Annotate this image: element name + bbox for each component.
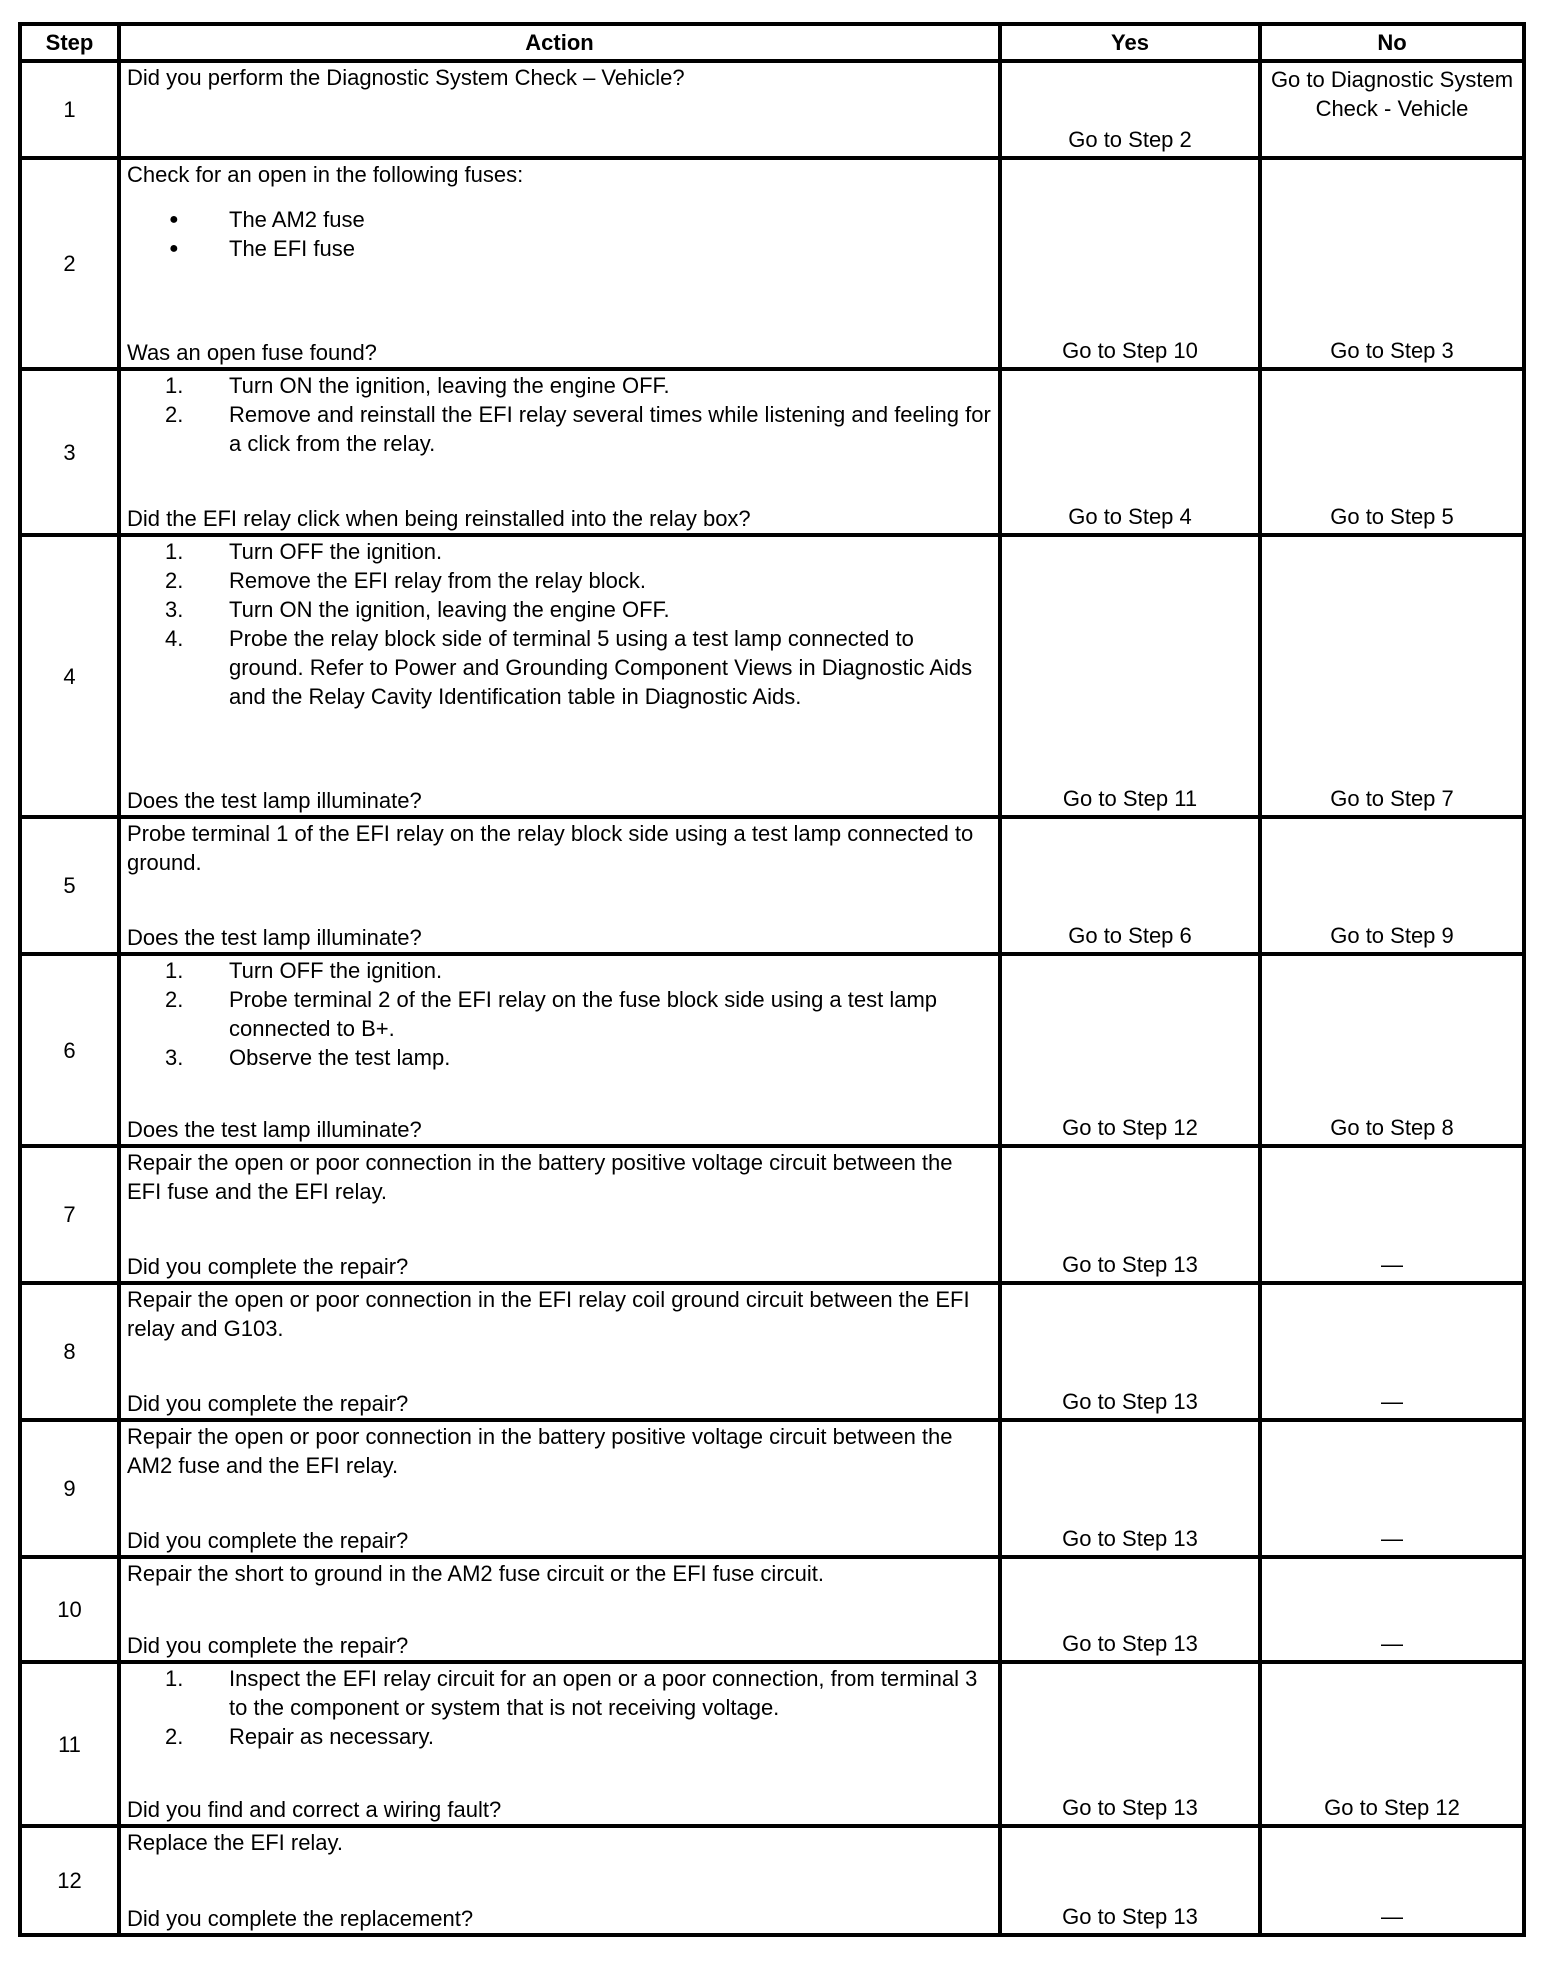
yes-result: Go to Step 6 xyxy=(1000,817,1260,954)
action-content xyxy=(127,371,992,533)
table-row xyxy=(20,1662,1524,1826)
table-row xyxy=(20,1420,1524,1557)
list-number: 2. xyxy=(165,987,184,1012)
list-item-text: Inspect the EFI relay circuit for an open or a poor connection, from terminal 3 to the component or system that is not receiving voltage. xyxy=(229,1666,978,1720)
action-instructions xyxy=(127,1285,992,1343)
no-result: Go to Diagnostic System Check - Vehicle xyxy=(1260,61,1524,158)
action-cell xyxy=(119,369,1000,535)
step-number: 8 xyxy=(20,1283,119,1420)
header-no: No xyxy=(1260,24,1524,61)
action-intro: Did you perform the Diagnostic System Check – Vehicle? xyxy=(127,65,685,90)
action-question: Did you complete the repair? xyxy=(127,1633,409,1658)
action-cell xyxy=(119,535,1000,817)
no-result: Go to Step 8 xyxy=(1260,954,1524,1146)
action-cell xyxy=(119,1557,1000,1662)
step-number: 3 xyxy=(20,369,119,535)
action-content xyxy=(127,537,992,815)
bullet-icon: ● xyxy=(169,240,179,257)
no-result-none: — xyxy=(1260,1557,1524,1662)
list-number: 2. xyxy=(165,402,184,427)
step-number: 9 xyxy=(20,1420,119,1557)
list-item-text: The EFI fuse xyxy=(229,236,355,261)
yes-result: Go to Step 13 xyxy=(1000,1146,1260,1283)
action-content xyxy=(127,1559,992,1660)
action-cell xyxy=(119,1146,1000,1283)
list-item xyxy=(127,537,992,566)
action-question: Does the test lamp illuminate? xyxy=(127,1117,422,1142)
list-number: 4. xyxy=(165,626,184,651)
action-cell xyxy=(119,1283,1000,1420)
action-question: Did you complete the repair? xyxy=(127,1528,409,1553)
action-instructions xyxy=(127,1828,992,1857)
list-number: 1. xyxy=(165,958,184,983)
action-intro: Check for an open in the following fuses: xyxy=(127,162,524,187)
yes-result: Go to Step 11 xyxy=(1000,535,1260,817)
numbered-list xyxy=(127,537,992,711)
list-item xyxy=(127,624,992,711)
list-item xyxy=(127,234,992,263)
action-instructions xyxy=(127,537,992,711)
header-action: Action xyxy=(119,24,1000,61)
yes-result: Go to Step 4 xyxy=(1000,369,1260,535)
list-item-text: Turn ON the ignition, leaving the engine OFF. xyxy=(229,597,670,622)
yes-result: Go to Step 2 xyxy=(1000,61,1260,158)
action-instructions xyxy=(127,956,992,1072)
action-instructions xyxy=(127,371,992,458)
action-intro: Replace the EFI relay. xyxy=(127,1830,344,1855)
no-result: Go to Step 5 xyxy=(1260,369,1524,535)
no-result: Go to Step 12 xyxy=(1260,1662,1524,1826)
action-question: Did you find and correct a wiring fault? xyxy=(127,1797,502,1822)
list-item xyxy=(127,985,992,1043)
no-result-none: — xyxy=(1260,1420,1524,1557)
header-row xyxy=(20,24,1524,61)
action-intro: Probe terminal 1 of the EFI relay on the relay block side using a test lamp connected to ground. xyxy=(127,821,974,875)
list-item-text: Remove and reinstall the EFI relay several times while listening and feeling for a click from the relay. xyxy=(229,402,991,456)
table-row xyxy=(20,954,1524,1146)
step-number: 6 xyxy=(20,954,119,1146)
action-instructions xyxy=(127,160,992,279)
action-content xyxy=(127,160,992,367)
step-number: 2 xyxy=(20,158,119,369)
action-question: Did the EFI relay click when being reinstalled into the relay box? xyxy=(127,506,751,531)
action-content xyxy=(127,1148,992,1281)
action-instructions xyxy=(127,1148,992,1206)
list-item xyxy=(127,1664,992,1722)
action-question: Was an open fuse found? xyxy=(127,340,377,365)
action-instructions xyxy=(127,63,992,92)
yes-result: Go to Step 13 xyxy=(1000,1420,1260,1557)
table-row xyxy=(20,369,1524,535)
list-number: 2. xyxy=(165,1724,184,1749)
action-intro: Repair the short to ground in the AM2 fuse circuit or the EFI fuse circuit. xyxy=(127,1561,824,1586)
bullet-icon: ● xyxy=(169,211,179,228)
action-question: Does the test lamp illuminate? xyxy=(127,925,422,950)
action-cell xyxy=(119,954,1000,1146)
list-item xyxy=(127,400,992,458)
action-question: Did you complete the replacement? xyxy=(127,1906,474,1931)
table-row xyxy=(20,158,1524,369)
list-item-text: The AM2 fuse xyxy=(229,207,365,232)
list-item xyxy=(127,956,992,985)
action-content xyxy=(127,956,992,1144)
action-instructions xyxy=(127,1422,992,1480)
action-cell xyxy=(119,158,1000,369)
action-intro: Repair the open or poor connection in the battery positive voltage circuit between the EFI fuse and the EFI relay. xyxy=(127,1150,953,1204)
list-number: 1. xyxy=(165,373,184,398)
yes-result: Go to Step 13 xyxy=(1000,1557,1260,1662)
list-number: 2. xyxy=(165,568,184,593)
action-cell xyxy=(119,1826,1000,1935)
list-item xyxy=(127,1043,992,1072)
numbered-list xyxy=(127,956,992,1072)
table-row xyxy=(20,1146,1524,1283)
action-content xyxy=(127,1828,992,1933)
list-number: 3. xyxy=(165,1045,184,1070)
action-content xyxy=(127,819,992,952)
yes-result: Go to Step 13 xyxy=(1000,1283,1260,1420)
header-yes: Yes xyxy=(1000,24,1260,61)
no-result: Go to Step 7 xyxy=(1260,535,1524,817)
list-item-text: Observe the test lamp. xyxy=(229,1045,451,1070)
table-row xyxy=(20,61,1524,158)
table-row xyxy=(20,535,1524,817)
bullet-list xyxy=(127,205,992,263)
action-content xyxy=(127,1285,992,1418)
step-number: 7 xyxy=(20,1146,119,1283)
list-item-text: Probe the relay block side of terminal 5 using a test lamp connected to ground. Refer to Power and Grounding Component Views in Diagnostic Aids and the Relay Cavity Identification table in Diagnostic Aids. xyxy=(229,626,973,709)
step-number: 4 xyxy=(20,535,119,817)
action-cell xyxy=(119,61,1000,158)
yes-result: Go to Step 13 xyxy=(1000,1826,1260,1935)
action-instructions xyxy=(127,1664,992,1751)
table-row xyxy=(20,1283,1524,1420)
list-item xyxy=(127,371,992,400)
yes-result: Go to Step 13 xyxy=(1000,1662,1260,1826)
list-item-text: Probe terminal 2 of the EFI relay on the fuse block side using a test lamp connected to B+. xyxy=(229,987,938,1041)
list-item xyxy=(127,566,992,595)
list-item xyxy=(127,595,992,624)
list-number: 1. xyxy=(165,539,184,564)
step-number: 11 xyxy=(20,1662,119,1826)
action-cell xyxy=(119,1420,1000,1557)
no-result-none: — xyxy=(1260,1283,1524,1420)
list-item-text: Remove the EFI relay from the relay block. xyxy=(229,568,646,593)
list-item-text: Turn OFF the ignition. xyxy=(229,958,443,983)
list-item-text: Repair as necessary. xyxy=(229,1724,435,1749)
action-content xyxy=(127,1422,992,1555)
list-item-text: Turn ON the ignition, leaving the engine OFF. xyxy=(229,373,670,398)
list-number: 1. xyxy=(165,1666,184,1691)
action-content xyxy=(127,63,992,156)
list-item xyxy=(127,1722,992,1751)
table-row xyxy=(20,1826,1524,1935)
header-step: Step xyxy=(20,24,119,61)
action-cell xyxy=(119,1662,1000,1826)
list-number: 3. xyxy=(165,597,184,622)
action-question: Does the test lamp illuminate? xyxy=(127,788,422,813)
numbered-list xyxy=(127,371,992,458)
yes-result: Go to Step 10 xyxy=(1000,158,1260,369)
no-result-none: — xyxy=(1260,1826,1524,1935)
step-number: 12 xyxy=(20,1826,119,1935)
yes-result: Go to Step 12 xyxy=(1000,954,1260,1146)
step-number: 5 xyxy=(20,817,119,954)
action-instructions xyxy=(127,819,992,877)
action-intro: Repair the open or poor connection in the EFI relay coil ground circuit between the EFI relay and G103. xyxy=(127,1287,970,1341)
table-row xyxy=(20,1557,1524,1662)
table-row xyxy=(20,817,1524,954)
action-question: Did you complete the repair? xyxy=(127,1254,409,1279)
diagnostic-table xyxy=(18,22,1526,1937)
action-content xyxy=(127,1664,992,1824)
action-cell xyxy=(119,817,1000,954)
no-result-none: — xyxy=(1260,1146,1524,1283)
action-question: Did you complete the repair? xyxy=(127,1391,409,1416)
step-number: 10 xyxy=(20,1557,119,1662)
list-item xyxy=(127,205,992,234)
numbered-list xyxy=(127,1664,992,1751)
list-item-text: Turn OFF the ignition. xyxy=(229,539,443,564)
step-number: 1 xyxy=(20,61,119,158)
no-result: Go to Step 3 xyxy=(1260,158,1524,369)
action-intro: Repair the open or poor connection in the battery positive voltage circuit between the AM2 fuse and the EFI relay. xyxy=(127,1424,953,1478)
action-instructions xyxy=(127,1559,992,1588)
no-result: Go to Step 9 xyxy=(1260,817,1524,954)
